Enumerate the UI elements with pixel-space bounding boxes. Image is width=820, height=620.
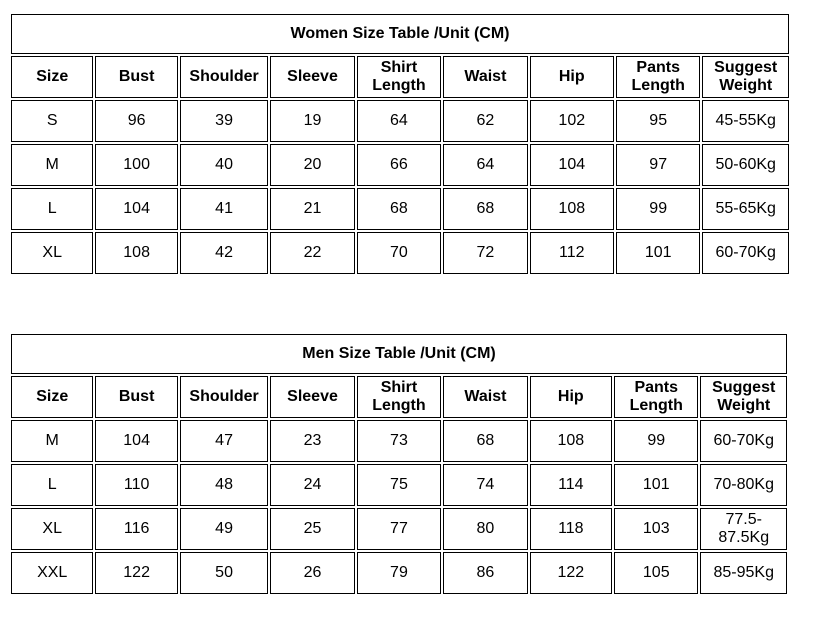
table-cell: 104 — [530, 144, 614, 186]
table-cell: 97 — [616, 144, 700, 186]
table-cell: 39 — [180, 100, 268, 142]
table-cell: M — [11, 144, 93, 186]
column-header-pants-length: Pants Length — [614, 376, 698, 418]
column-header-bust: Bust — [95, 376, 177, 418]
table-cell: 48 — [180, 464, 268, 506]
column-header-shirt-length: Shirt Length — [357, 376, 441, 418]
column-header-waist: Waist — [443, 376, 527, 418]
table-cell: 68 — [357, 188, 441, 230]
table-row — [11, 508, 787, 550]
table-cell: 47 — [180, 420, 268, 462]
table-cell: 50-60Kg — [702, 144, 789, 186]
women-table-body — [11, 14, 789, 274]
men-header-row — [11, 376, 787, 418]
table-cell: 74 — [443, 464, 527, 506]
table-cell: L — [11, 464, 93, 506]
table-cell: 85-95Kg — [700, 552, 787, 594]
table-cell: 24 — [270, 464, 354, 506]
table-cell: 80 — [443, 508, 527, 550]
table-row — [11, 552, 787, 594]
table-cell: 66 — [357, 144, 441, 186]
column-header-sleeve: Sleeve — [270, 56, 354, 98]
table-cell: 49 — [180, 508, 268, 550]
table-cell: 86 — [443, 552, 527, 594]
table-cell: 99 — [616, 188, 700, 230]
table-cell: 103 — [614, 508, 698, 550]
table-cell: 73 — [357, 420, 441, 462]
table-row — [11, 100, 789, 142]
table-cell: 105 — [614, 552, 698, 594]
table-cell: 101 — [616, 232, 700, 274]
table-cell: 68 — [443, 420, 527, 462]
table-cell: 40 — [180, 144, 268, 186]
table-cell: 70-80Kg — [700, 464, 787, 506]
column-header-suggest-weight: Suggest Weight — [702, 56, 789, 98]
table-cell: 101 — [614, 464, 698, 506]
women-header-row — [11, 56, 789, 98]
table-row — [11, 232, 789, 274]
table-cell: 60-70Kg — [700, 420, 787, 462]
table-cell: 112 — [530, 232, 614, 274]
men-table-title: Men Size Table /Unit (CM) — [11, 334, 787, 374]
table-cell: 72 — [443, 232, 527, 274]
column-header-waist: Waist — [443, 56, 527, 98]
table-cell: 108 — [530, 420, 612, 462]
table-cell: 79 — [357, 552, 441, 594]
table-cell: 25 — [270, 508, 354, 550]
men-title-row — [11, 334, 787, 374]
table-cell: 77 — [357, 508, 441, 550]
table-cell: 60-70Kg — [702, 232, 789, 274]
men-size-table — [9, 332, 789, 596]
table-row — [11, 144, 789, 186]
table-cell: 41 — [180, 188, 268, 230]
column-header-hip: Hip — [530, 376, 612, 418]
women-size-table — [9, 12, 791, 276]
table-cell: 95 — [616, 100, 700, 142]
table-row — [11, 188, 789, 230]
table-cell: 68 — [443, 188, 527, 230]
table-cell: 77.5-87.5Kg — [700, 508, 787, 550]
column-header-bust: Bust — [95, 56, 177, 98]
column-header-size: Size — [11, 56, 93, 98]
table-cell: M — [11, 420, 93, 462]
column-header-size: Size — [11, 376, 93, 418]
table-cell: 21 — [270, 188, 354, 230]
table-cell: 104 — [95, 188, 177, 230]
women-table-title: Women Size Table /Unit (CM) — [11, 14, 789, 54]
table-cell: 102 — [530, 100, 614, 142]
column-header-sleeve: Sleeve — [270, 376, 354, 418]
column-header-shoulder: Shoulder — [180, 376, 268, 418]
table-cell: 42 — [180, 232, 268, 274]
table-cell: 116 — [95, 508, 177, 550]
table-cell: 22 — [270, 232, 354, 274]
table-cell: 108 — [95, 232, 177, 274]
table-cell: 96 — [95, 100, 177, 142]
table-cell: 20 — [270, 144, 354, 186]
table-row — [11, 464, 787, 506]
table-cell: 114 — [530, 464, 612, 506]
men-table-body — [11, 334, 787, 594]
table-cell: XL — [11, 232, 93, 274]
table-cell: L — [11, 188, 93, 230]
table-cell: 122 — [95, 552, 177, 594]
column-header-pants-length: Pants Length — [616, 56, 700, 98]
column-header-hip: Hip — [530, 56, 614, 98]
table-cell: 108 — [530, 188, 614, 230]
table-cell: 23 — [270, 420, 354, 462]
table-cell: 118 — [530, 508, 612, 550]
table-cell: 55-65Kg — [702, 188, 789, 230]
table-cell: 26 — [270, 552, 354, 594]
women-title-row — [11, 14, 789, 54]
table-cell: 122 — [530, 552, 612, 594]
table-cell: 70 — [357, 232, 441, 274]
table-cell: 104 — [95, 420, 177, 462]
table-cell: 110 — [95, 464, 177, 506]
column-header-suggest-weight: Suggest Weight — [700, 376, 787, 418]
table-cell: 50 — [180, 552, 268, 594]
table-cell: XXL — [11, 552, 93, 594]
table-cell: S — [11, 100, 93, 142]
table-cell: 64 — [357, 100, 441, 142]
column-header-shirt-length: Shirt Length — [357, 56, 441, 98]
table-cell: 99 — [614, 420, 698, 462]
table-cell: 19 — [270, 100, 354, 142]
column-header-shoulder: Shoulder — [180, 56, 268, 98]
table-cell: 62 — [443, 100, 527, 142]
table-cell: 75 — [357, 464, 441, 506]
table-cell: XL — [11, 508, 93, 550]
table-cell: 45-55Kg — [702, 100, 789, 142]
table-cell: 100 — [95, 144, 177, 186]
table-row — [11, 420, 787, 462]
table-cell: 64 — [443, 144, 527, 186]
